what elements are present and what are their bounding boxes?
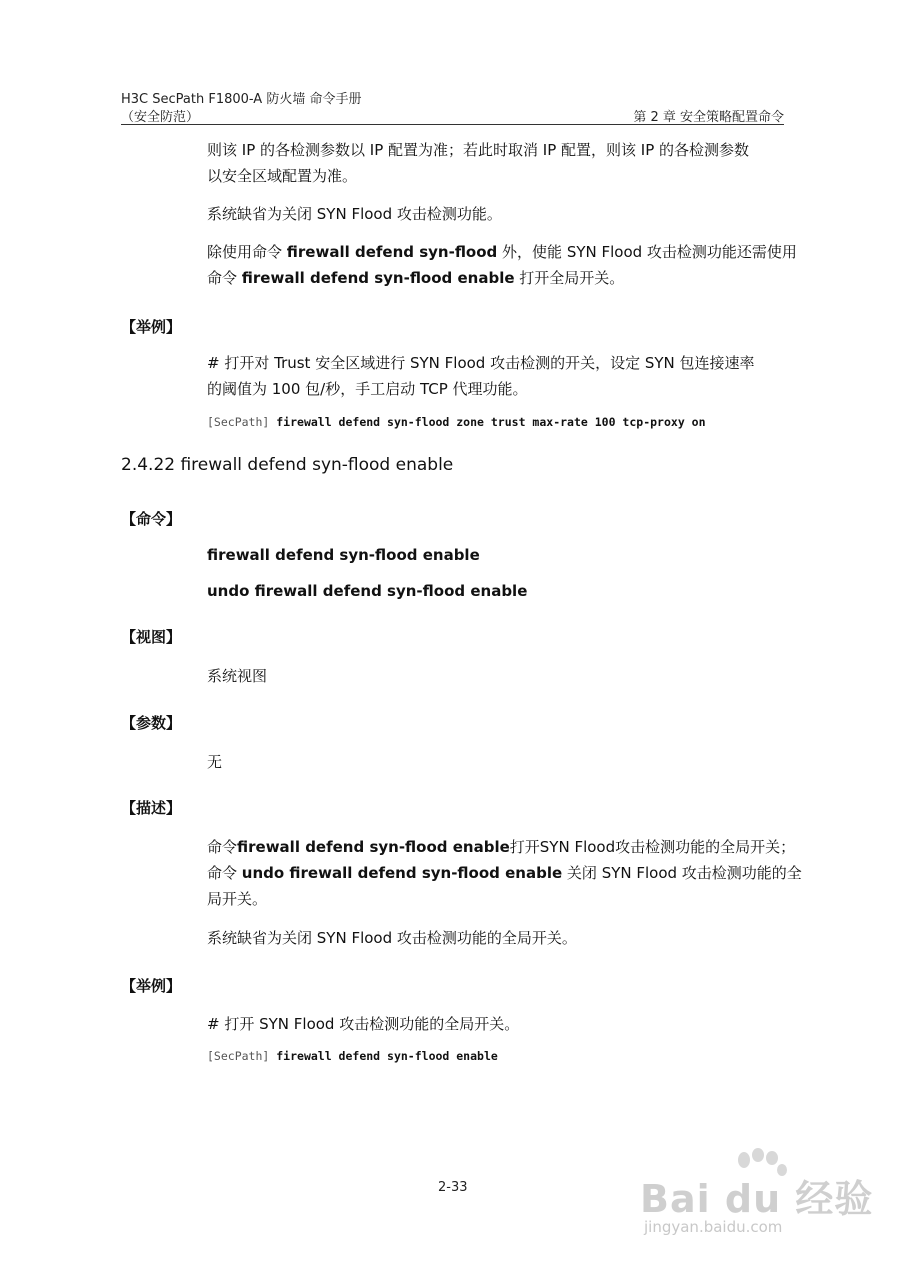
command-heading: 【命令】: [121, 510, 182, 528]
param-heading: 【参数】: [121, 714, 182, 732]
intro-p1-line2: 以安全区域配置为准。: [207, 167, 358, 185]
desc-line3: 局开关。: [207, 890, 268, 908]
desc-l2-post: 关闭 SYN Flood 攻击检测功能的全: [562, 864, 802, 882]
header-rule: [121, 124, 784, 125]
example2-prompt: [SecPath]: [207, 1049, 277, 1063]
example1-line1: # 打开对 Trust 安全区域进行 SYN Flood 攻击检测的开关，设定 SYN 包连接速率: [207, 354, 755, 372]
desc-p2: 系统缺省为关闭 SYN Flood 攻击检测功能的全局开关。: [207, 929, 577, 947]
intro-p3-cmd2: firewall defend syn-flood enable: [241, 269, 515, 287]
intro-p1-line1: 则该 IP 的各检测参数以 IP 配置为准；若此时取消 IP 配置，则该 IP 的各检测参数: [207, 141, 750, 159]
param-text: 无: [207, 753, 223, 771]
desc-l2-cmd: undo firewall defend syn-flood enable: [241, 864, 563, 882]
header-chapter: 第 2 章 安全策略配置命令: [633, 110, 784, 125]
view-text: 系统视图: [207, 667, 268, 685]
example2-line1: # 打开 SYN Flood 攻击检测功能的全局开关。: [207, 1015, 520, 1033]
section-title: 2.4.22 firewall defend syn-flood enable: [121, 455, 454, 475]
view-heading: 【视图】: [121, 628, 182, 646]
example1-prompt: [SecPath]: [207, 415, 277, 429]
desc-l1-cmd: firewall defend syn-flood enable: [237, 838, 510, 856]
header-product-line2: （安全防范）: [121, 110, 200, 125]
desc-l2-pre: 命令: [207, 864, 242, 882]
watermark-brand: Bai du 经验: [640, 1177, 874, 1221]
desc-l1-pre: 命令: [207, 838, 238, 856]
example1-code: [207, 415, 706, 429]
intro-p3-line2-pre: 命令: [207, 269, 242, 287]
example2-heading: 【举例】: [121, 977, 182, 995]
intro-p3-pre: 除使用命令: [207, 243, 287, 261]
intro-p3-post: 打开全局开关。: [514, 269, 625, 287]
example1-command: firewall defend syn-flood zone trust max-rate 100 tcp-proxy on: [276, 415, 706, 429]
desc-heading: 【描述】: [121, 799, 182, 817]
desc-line1: [207, 837, 795, 857]
intro-p2: 系统缺省为关闭 SYN Flood 攻击检测功能。: [207, 205, 502, 223]
desc-line2: [207, 863, 802, 883]
intro-p3-cmd1: firewall defend syn-flood: [286, 243, 498, 261]
example2-code: [207, 1049, 498, 1063]
command-line-2: undo firewall defend syn-flood enable: [207, 582, 528, 600]
page-number: 2-33: [438, 1180, 468, 1195]
example1-heading: 【举例】: [121, 318, 182, 336]
command-line-1: firewall defend syn-flood enable: [207, 546, 480, 564]
intro-p3-mid: 外，使能 SYN Flood 攻击检测功能还需使用: [497, 243, 797, 261]
intro-p3-line1: [207, 242, 797, 262]
watermark-url: jingyan.baidu.com: [644, 1218, 783, 1236]
baidu-watermark: [640, 1148, 874, 1248]
example1-line2: 的阈值为 100 包/秒，手工启动 TCP 代理功能。: [207, 380, 528, 398]
desc-l1-post: 打开SYN Flood攻击检测功能的全局开关；: [509, 838, 796, 856]
example2-command: firewall defend syn-flood enable: [276, 1049, 498, 1063]
intro-p3-line2: [207, 268, 624, 288]
header-product-line1: H3C SecPath F1800-A 防火墙 命令手册: [121, 92, 362, 107]
